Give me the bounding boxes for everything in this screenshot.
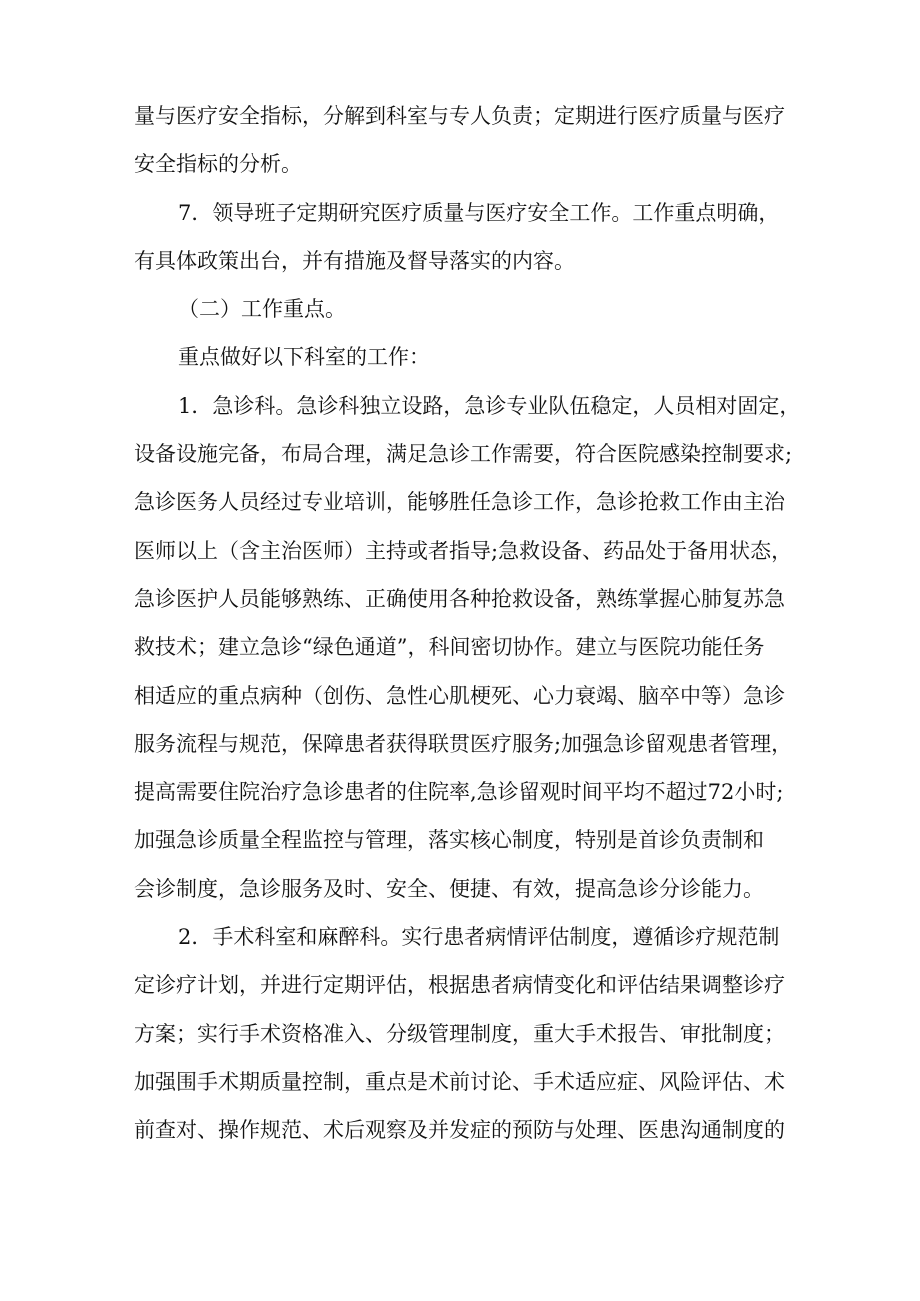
- section-heading: （二）工作重点。: [178, 297, 346, 322]
- text-line: 急诊医务人员经过专业培训，能够胜任急诊工作，急诊抢救工作由主治: [134, 490, 785, 515]
- text-line: 2．手术科室和麻醉科。实行患者病情评估制度，遵循诊疗规范制: [178, 925, 780, 950]
- text-line: 7．领导班子定期研究医疗质量与医疗安全工作。工作重点明确，: [178, 200, 780, 225]
- text-line: 相适应的重点病种（创伤、急性心肌梗死、心力衰竭、脑卒中等）急诊: [134, 683, 785, 708]
- text-line: 急诊医护人员能够熟练、正确使用各种抢救设备，熟练掌握心肺复苏急: [134, 586, 785, 611]
- text-line: 加强急诊质量全程监控与管理，落实核心制度，特别是首诊负责制和: [134, 828, 764, 853]
- text-line: 救技术；建立急诊“绿色通道”，科间密切协作。建立与医院功能任务: [134, 635, 765, 660]
- text-line: 会诊制度，急诊服务及时、安全、便捷、有效，提高急诊分诊能力。: [134, 876, 764, 901]
- text-line: 前查对、操作规范、术后观察及并发症的预防与处理、医患沟通制度的: [134, 1118, 785, 1143]
- text-line: 服务流程与规范，保障患者获得联贯医疗服务;加强急诊留观患者管理，: [134, 731, 793, 756]
- text-line: 提高需要住院治疗急诊患者的住院率,急诊留观时间平均不超过72小时;: [134, 780, 784, 805]
- document-body: [134, 92, 814, 1155]
- text-line: 安全指标的分析。: [134, 152, 302, 177]
- text-line: 加强围手术期质量控制，重点是术前讨论、手术适应症、风险评估、术: [134, 1069, 785, 1094]
- text-line: 方案；实行手术资格准入、分级管理制度，重大手术报告、审批制度；: [134, 1021, 785, 1046]
- text-line: 设备设施完备，布局合理，满足急诊工作需要，符合医院感染控制要求;: [134, 442, 793, 467]
- text-line: 有具体政策出台，并有措施及督导落实的内容。: [134, 248, 575, 273]
- text-line: 定诊疗计划，并进行定期评估，根据患者病情变化和评估结果调整诊疗: [134, 973, 785, 998]
- text-line: 量与医疗安全指标，分解到科室与专人负责；定期进行医疗质量与医疗: [134, 104, 785, 128]
- text-line: 医师以上（含主治医师）主持或者指导;急救设备、药品处于备用状态，: [134, 538, 793, 563]
- text-line: 1．急诊科。急诊科独立设路，急诊专业队伍稳定，人员相对固定，: [178, 393, 801, 418]
- text-line: 重点做好以下科室的工作：: [178, 345, 430, 370]
